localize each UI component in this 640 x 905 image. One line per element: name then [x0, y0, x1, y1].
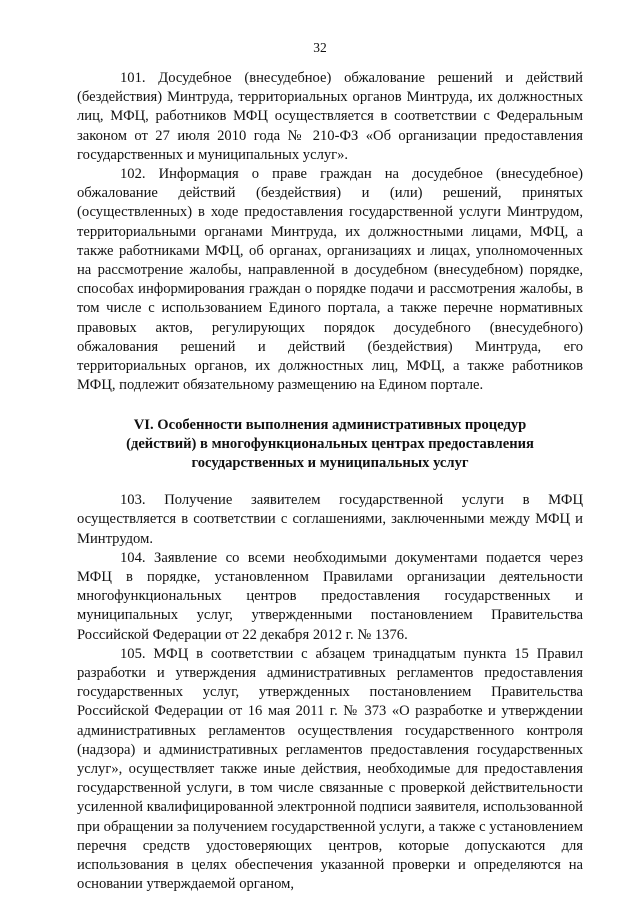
paragraph-102: 102. Информация о праве граждан на досудебное (внесудебное) обжалование действий (бездействия) и (или) решений, принятых (осуществленных) в ходе предоставления государственной услуги Минтрудом, территориальными органами Минтруда, их должностными лицами, МФЦ, а также работниками МФЦ, об органах, организациях и лицах, уполномоченных на рассмотрение жалобы, направленной в досудебном (внесудебном) порядке, способах информирования граждан о порядке подачи и рассмотрения жалобы, в том числе с использованием Единого портала, а также перечне нормативных правовых актов, регулирующих порядок досудебного (внесудебного) обжалования решений и действий (бездействия) Минтруда, его территориальных органов, их должностных лиц, МФЦ, а также работников МФЦ, подлежит обязательному размещению на Едином портале.	[77, 166, 583, 394]
paragraph-104: 104. Заявление со всеми необходимыми документами подается через МФЦ в порядке, установленном Правилами организации деятельности многофункциональных центров предоставления государственных и муниципальных услуг, утвержденными постановлением Правительства Российской Федерации от 22 декабря 2012 г. № 1376.	[77, 549, 583, 643]
paragraph-103: 103. Получение заявителем государственной услуги в МФЦ осуществляется в соответствии с соглашениями, заключенными между МФЦ и Минтрудом.	[77, 492, 583, 547]
section-heading	[77, 416, 583, 472]
section-heading-line: (действий) в многофункциональных центрах предоставления	[126, 436, 534, 453]
paragraph-101: 101. Досудебное (внесудебное) обжалование решений и действий (бездействия) Минтруда, территориальных органов Минтруда, их должностных лиц, МФЦ, работников МФЦ осуществляется в соответствии с Федеральным законом от 27 июля 2010 года № 210-ФЗ «Об организации предоставления государственных и муниципальных услуг».	[77, 70, 583, 163]
page-number: 32	[313, 40, 327, 55]
section-heading-line: государственных и муниципальных услуг	[191, 454, 469, 471]
paragraph-105: 105. МФЦ в соответствии с абзацем тринадцатым пункта 15 Правил разработки и утверждения административных регламентов предоставления государственных услуг, утвержденных постановлением Правительства Российской Федерации от 16 мая 2011 г. № 373 «О разработке и утверждении административных регламентов осуществления государственного контроля (надзора) и административных регламентов предоставления государственных услуг», осуществляет также иные действия, необходимые для предоставления государственной услуги, в том числе связанные с проверкой действительности усиленной квалифицированной электронной подписи заявителя, использованной при обращении за получением государственной услуги, а также с установлением перечня средств удостоверяющих центров, которые допускаются для использования в целях обеспечения указанной проверки и определяются на основании утверждаемой органом,	[77, 645, 583, 893]
document-body	[77, 69, 583, 895]
section-heading-line: VI. Особенности выполнения административных процедур	[133, 417, 527, 434]
